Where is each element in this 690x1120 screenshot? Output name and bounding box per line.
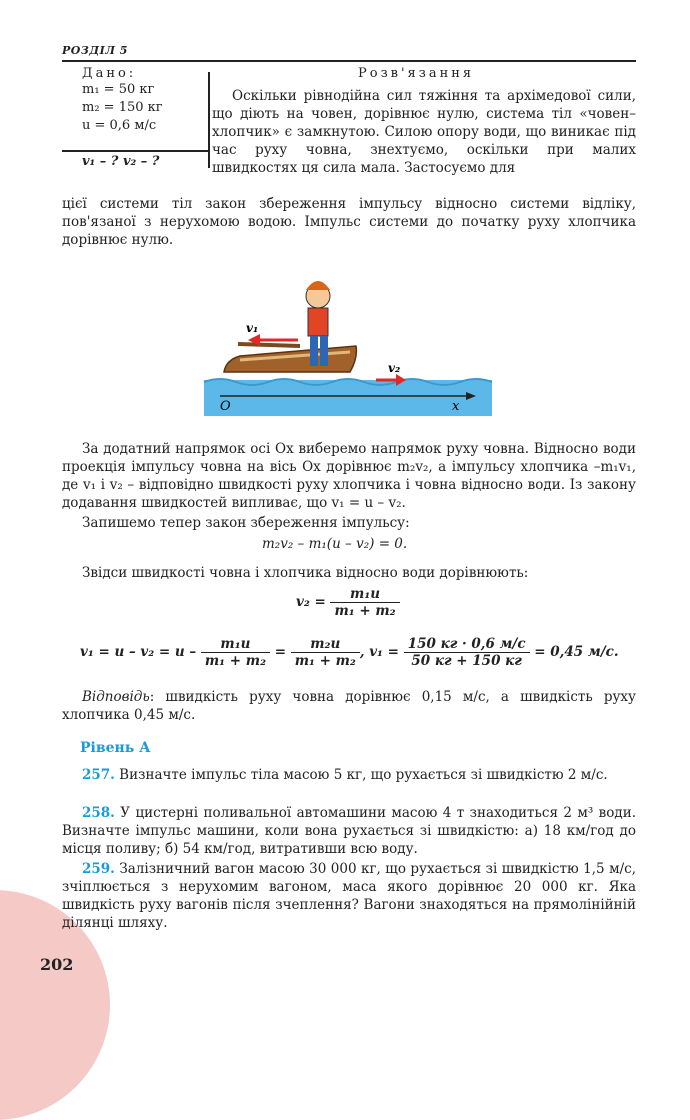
eq3-numerator-3: 150 кг · 0,6 м/с bbox=[404, 636, 530, 653]
answer bbox=[62, 688, 636, 724]
task-number: 257. bbox=[82, 767, 115, 783]
task-258 bbox=[62, 804, 636, 858]
x-label: x bbox=[452, 399, 460, 414]
header-rule bbox=[62, 60, 636, 62]
eq3-start: v₁ = u – v₂ = u – bbox=[80, 644, 197, 660]
solution-title: Розв'язання bbox=[358, 66, 475, 81]
eq3-numerator-2: m₂u bbox=[291, 636, 360, 653]
eq2-denominator: m₁ + m₂ bbox=[334, 603, 396, 619]
given-vertical-rule bbox=[208, 72, 210, 168]
eq3-equals: = bbox=[274, 644, 286, 660]
eq3-result: = 0,45 м/с. bbox=[534, 644, 619, 660]
answer-label: Відповідь bbox=[82, 689, 150, 705]
answer-text: : швидкість руху човна дорівнює 0,15 м/с, а швидкість руху хлопчика 0,45 м/с. bbox=[62, 689, 636, 723]
v2-label: v₂ bbox=[388, 361, 401, 375]
oar-icon bbox=[238, 344, 300, 346]
given-title: Дано: bbox=[82, 66, 137, 81]
eq2-numerator: m₁u bbox=[330, 586, 399, 603]
eq3-denominator-1: m₁ + m₂ bbox=[204, 653, 266, 669]
task-text: Залізничний вагон масою 30 000 кг, що рухається зі швидкістю 1,5 м/с, зчіплюється з нерухомим вагоном, маса якого дорівнює 20 000 кг. Яка швидкість руху вагонів після зчеплення? Вагони знаходяться на прямолінійній ділянці шляху. bbox=[62, 861, 636, 931]
task-number: 259. bbox=[82, 861, 115, 877]
eq3-denominator-2: m₁ + m₂ bbox=[294, 653, 356, 669]
equation-1: m₂v₂ – m₁(u – v₂) = 0. bbox=[262, 536, 408, 552]
eq2-lhs: v₂ = bbox=[296, 594, 326, 610]
page-number: 202 bbox=[40, 955, 74, 974]
level-heading: Рівень А bbox=[80, 740, 151, 756]
task-text: У цистерні поливальної автомашини масою 4 т знаходиться 2 м³ води. Визначте імпульс машини, коли вона рухається зі швидкістю: а) 18 км/год до місця поливу; б) 54 км/год, витративши всю воду. bbox=[62, 805, 636, 857]
eq3-denominator-3: 50 кг + 150 кг bbox=[411, 653, 522, 669]
solution-paragraph-1: Оскільки рівнодійна сил тяжіння та архімедової сили, що діють на човен, дорівнює нулю, система тіл «човен–хлопчик» є замкнутою. Силою опору води, що виникає під час руху човна, знехтуємо, оскільки при малих швидкостях ця сила мала. Застосуємо для bbox=[212, 88, 636, 176]
task-259 bbox=[62, 860, 636, 932]
given-block bbox=[62, 66, 208, 135]
given-m2: m₂ = 150 кг bbox=[82, 100, 163, 115]
given-m1: m₁ = 50 кг bbox=[82, 82, 155, 97]
given-divider bbox=[62, 150, 208, 152]
solution-paragraph-4: Звідси швидкості човна і хлопчика відносно води дорівнюють: bbox=[82, 565, 529, 581]
boat-figure bbox=[200, 260, 492, 420]
origin-label: O bbox=[220, 399, 231, 414]
section-header: РОЗДІЛ 5 bbox=[62, 44, 128, 57]
task-number: 258. bbox=[82, 805, 115, 821]
eq3-v1: , v₁ = bbox=[359, 644, 399, 660]
eq3-numerator-1: m₁u bbox=[201, 636, 270, 653]
solution-paragraph-1-cont: цієї системи тіл закон збереження імпульсу відносно системи відліку, пов'язаної з нерухомою водою. Імпульс системи до початку руху хлопчика дорівнює нулю. bbox=[62, 196, 636, 248]
find-values: v₁ – ? v₂ – ? bbox=[82, 154, 160, 169]
task-257 bbox=[62, 766, 636, 784]
equation-3 bbox=[80, 636, 619, 669]
task-text: Визначте імпульс тіла масою 5 кг, що рухається зі швидкістю 2 м/с. bbox=[114, 767, 608, 783]
solution-paragraph-3: Запишемо тепер закон збереження імпульсу: bbox=[82, 515, 410, 531]
equation-2 bbox=[296, 586, 400, 619]
solution-paragraph-2: За додатний напрямок осі Ox виберемо напрямок руху човна. Відносно води проекція імпульсу човна на вісь Ox дорівнює m₂v₂, а імпульсу хлопчика –m₁v₁, де v₁ і v₂ – відповідно швидкості руху хлопчика і човна відносно води. Із закону додавання швидкостей випливає, що v₁ = u – v₂. bbox=[62, 441, 636, 511]
v1-label: v₁ bbox=[246, 321, 259, 335]
given-u: u = 0,6 м/с bbox=[82, 118, 157, 133]
